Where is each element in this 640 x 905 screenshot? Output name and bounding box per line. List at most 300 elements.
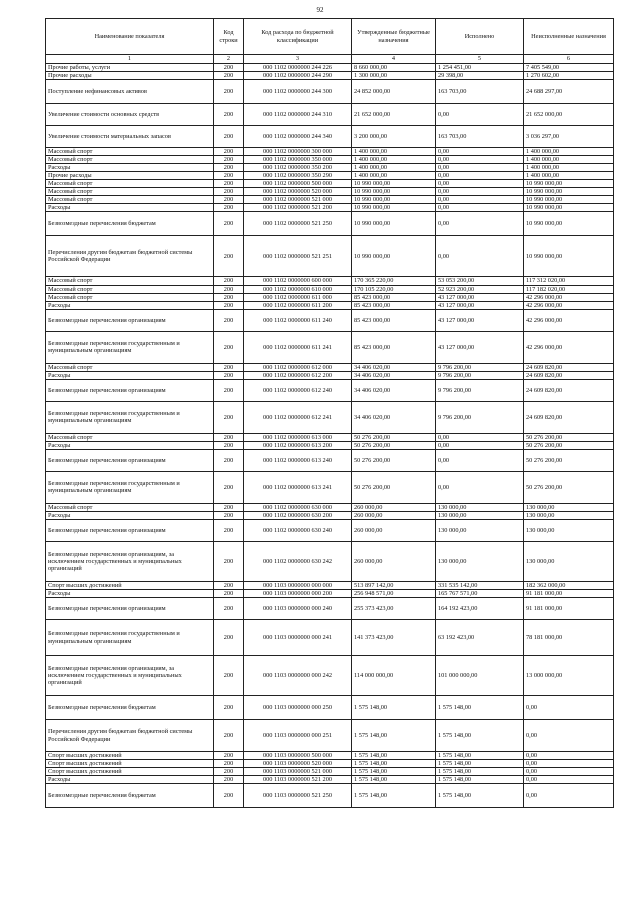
table-row: [46, 196, 614, 204]
row-approved: 170 105 220,00: [352, 285, 436, 293]
row-executed: 1 575 148,00: [436, 768, 524, 776]
row-executed: 0,00: [436, 204, 524, 212]
row-name: Массовый спорт: [46, 285, 214, 293]
row-approved: 50 276 200,00: [352, 449, 436, 471]
row-expense-code: 000 1102 0000000 613 240: [244, 449, 352, 471]
row-approved: 1 575 148,00: [352, 752, 436, 760]
row-executed: 101 000 000,00: [436, 656, 524, 696]
table-row: [46, 293, 614, 301]
row-expense-code: 000 1102 0000000 521 000: [244, 196, 352, 204]
row-line-code: 200: [214, 379, 244, 401]
header-remaining: Неисполненные назначения: [524, 19, 614, 55]
table-row: [46, 541, 614, 581]
table-row: [46, 581, 614, 589]
row-approved: 260 000,00: [352, 503, 436, 511]
row-remaining: 24 609 820,00: [524, 401, 614, 433]
row-executed: 0,00: [436, 188, 524, 196]
row-name: Увеличение стоимости основных средств: [46, 104, 214, 126]
row-remaining: 0,00: [524, 784, 614, 808]
row-remaining: 50 276 200,00: [524, 471, 614, 503]
row-expense-code: 000 1103 0000000 000 200: [244, 589, 352, 597]
row-name: Спорт высших достижений: [46, 768, 214, 776]
table-row: [46, 379, 614, 401]
row-approved: 50 276 200,00: [352, 471, 436, 503]
row-name: Перечисления другим бюджетам бюджетной системы Российской Федерации: [46, 236, 214, 277]
table-row: [46, 331, 614, 363]
row-remaining: 91 181 000,00: [524, 589, 614, 597]
column-number-row: [46, 55, 614, 64]
row-name: Расходы: [46, 776, 214, 784]
row-line-code: 200: [214, 156, 244, 164]
header-expense-code: Код расхода по бюджетной классификации: [244, 19, 352, 55]
row-executed: 0,00: [436, 180, 524, 188]
table-row: [46, 309, 614, 331]
row-line-code: 200: [214, 172, 244, 180]
row-expense-code: 000 1102 0000000 611 241: [244, 331, 352, 363]
row-name: Расходы: [46, 511, 214, 519]
header-approved: Утвержденные бюджетные назначения: [352, 19, 436, 55]
row-approved: 1 400 000,00: [352, 172, 436, 180]
row-name: Массовый спорт: [46, 293, 214, 301]
row-name: Безвозмездные перечисления организациям: [46, 598, 214, 620]
row-approved: 256 948 571,00: [352, 589, 436, 597]
row-name: Безвозмездные перечисления организациям: [46, 309, 214, 331]
table-row: [46, 104, 614, 126]
row-expense-code: 000 1102 0000000 630 200: [244, 511, 352, 519]
table-row: [46, 164, 614, 172]
row-approved: 1 400 000,00: [352, 148, 436, 156]
row-approved: 85 423 000,00: [352, 309, 436, 331]
row-line-code: 200: [214, 64, 244, 72]
row-name: Спорт высших достижений: [46, 760, 214, 768]
row-approved: 260 000,00: [352, 541, 436, 581]
row-name: Спорт высших достижений: [46, 752, 214, 760]
row-remaining: 91 181 000,00: [524, 598, 614, 620]
row-remaining: 10 990 000,00: [524, 196, 614, 204]
table-row: [46, 768, 614, 776]
row-executed: 0,00: [436, 433, 524, 441]
column-number: 5: [436, 55, 524, 64]
row-remaining: 10 990 000,00: [524, 236, 614, 277]
row-line-code: 200: [214, 72, 244, 80]
row-line-code: 200: [214, 212, 244, 236]
row-approved: 34 406 020,00: [352, 363, 436, 371]
row-name: Поступление нефинансовых активов: [46, 80, 214, 104]
row-approved: 1 400 000,00: [352, 164, 436, 172]
row-remaining: 13 000 000,00: [524, 656, 614, 696]
row-executed: 1 575 148,00: [436, 784, 524, 808]
row-remaining: 0,00: [524, 752, 614, 760]
row-name: Массовый спорт: [46, 156, 214, 164]
row-remaining: 24 609 820,00: [524, 363, 614, 371]
row-name: Прочие расходы: [46, 72, 214, 80]
row-name: Безвозмездные перечисления государственным и муниципальным организациям: [46, 331, 214, 363]
row-executed: 130 000,00: [436, 541, 524, 581]
row-executed: 130 000,00: [436, 503, 524, 511]
row-expense-code: 000 1103 0000000 520 000: [244, 760, 352, 768]
table-row: [46, 656, 614, 696]
row-expense-code: 000 1102 0000000 521 200: [244, 204, 352, 212]
row-expense-code: 000 1103 0000000 000 251: [244, 720, 352, 752]
table-row: [46, 776, 614, 784]
row-remaining: 42 296 000,00: [524, 331, 614, 363]
row-approved: 34 406 020,00: [352, 379, 436, 401]
row-expense-code: 000 1102 0000000 350 000: [244, 156, 352, 164]
row-line-code: 200: [214, 236, 244, 277]
table-row: [46, 503, 614, 511]
table-row: [46, 784, 614, 808]
row-line-code: 200: [214, 471, 244, 503]
row-executed: 0,00: [436, 148, 524, 156]
row-approved: 1 575 148,00: [352, 760, 436, 768]
row-approved: 1 575 148,00: [352, 720, 436, 752]
row-name: Массовый спорт: [46, 188, 214, 196]
row-name: Безвозмездные перечисления бюджетам: [46, 212, 214, 236]
row-name: Безвозмездные перечисления бюджетам: [46, 696, 214, 720]
row-remaining: 3 036 297,00: [524, 126, 614, 148]
row-name: Расходы: [46, 204, 214, 212]
row-executed: 0,00: [436, 172, 524, 180]
row-expense-code: 000 1102 0000000 613 200: [244, 441, 352, 449]
row-line-code: 200: [214, 126, 244, 148]
row-approved: 1 400 000,00: [352, 156, 436, 164]
row-line-code: 200: [214, 620, 244, 656]
row-expense-code: 000 1102 0000000 610 000: [244, 285, 352, 293]
header-line-code: Код строки: [214, 19, 244, 55]
row-remaining: 117 182 020,00: [524, 285, 614, 293]
row-executed: 0,00: [436, 449, 524, 471]
row-remaining: 130 000,00: [524, 511, 614, 519]
row-expense-code: 000 1102 0000000 521 251: [244, 236, 352, 277]
row-executed: 1 575 148,00: [436, 760, 524, 768]
row-remaining: 0,00: [524, 720, 614, 752]
row-executed: 1 575 148,00: [436, 752, 524, 760]
row-remaining: 78 181 000,00: [524, 620, 614, 656]
row-approved: 114 000 000,00: [352, 656, 436, 696]
row-remaining: 1 400 000,00: [524, 164, 614, 172]
row-remaining: 10 990 000,00: [524, 188, 614, 196]
row-name: Прочие работы, услуги: [46, 64, 214, 72]
table-row: [46, 471, 614, 503]
row-remaining: 1 270 602,00: [524, 72, 614, 80]
row-line-code: 200: [214, 784, 244, 808]
row-remaining: 7 405 549,00: [524, 64, 614, 72]
row-line-code: 200: [214, 589, 244, 597]
row-remaining: 24 609 820,00: [524, 379, 614, 401]
row-approved: 141 373 423,00: [352, 620, 436, 656]
row-expense-code: 000 1102 0000000 244 290: [244, 72, 352, 80]
table-row: [46, 363, 614, 371]
row-remaining: 24 688 297,00: [524, 80, 614, 104]
table-row: [46, 760, 614, 768]
table-row: [46, 371, 614, 379]
row-name: Безвозмездные перечисления организациям, за исключением государственных и муниципальных организаций: [46, 541, 214, 581]
row-approved: 85 423 000,00: [352, 301, 436, 309]
row-line-code: 200: [214, 441, 244, 449]
row-name: Расходы: [46, 301, 214, 309]
table-row: [46, 126, 614, 148]
row-executed: 9 796 200,00: [436, 371, 524, 379]
table-row: [46, 236, 614, 277]
row-executed: 0,00: [436, 471, 524, 503]
row-approved: 1 575 148,00: [352, 784, 436, 808]
row-name: Безвозмездные перечисления организациям, за исключением государственных и муниципальных организаций: [46, 656, 214, 696]
header-row: [46, 19, 614, 55]
row-executed: 29 398,00: [436, 72, 524, 80]
row-expense-code: 000 1102 0000000 613 000: [244, 433, 352, 441]
row-approved: 10 990 000,00: [352, 236, 436, 277]
row-remaining: 0,00: [524, 768, 614, 776]
row-executed: 1 254 451,00: [436, 64, 524, 72]
row-line-code: 200: [214, 768, 244, 776]
row-line-code: 200: [214, 656, 244, 696]
table-row: [46, 752, 614, 760]
row-approved: 8 660 000,00: [352, 64, 436, 72]
row-approved: 513 897 142,00: [352, 581, 436, 589]
row-line-code: 200: [214, 277, 244, 285]
row-expense-code: 000 1102 0000000 300 000: [244, 148, 352, 156]
row-expense-code: 000 1102 0000000 520 000: [244, 188, 352, 196]
row-remaining: 21 652 000,00: [524, 104, 614, 126]
row-name: Расходы: [46, 371, 214, 379]
table-row: [46, 180, 614, 188]
table-row: [46, 620, 614, 656]
table-row: [46, 720, 614, 752]
row-expense-code: 000 1103 0000000 000 250: [244, 696, 352, 720]
row-executed: 165 767 571,00: [436, 589, 524, 597]
row-executed: 43 127 000,00: [436, 309, 524, 331]
row-remaining: 10 990 000,00: [524, 212, 614, 236]
row-remaining: 50 276 200,00: [524, 433, 614, 441]
row-executed: 1 575 148,00: [436, 696, 524, 720]
row-approved: 1 575 148,00: [352, 768, 436, 776]
table-row: [46, 72, 614, 80]
row-line-code: 200: [214, 180, 244, 188]
row-expense-code: 000 1102 0000000 244 310: [244, 104, 352, 126]
row-approved: 50 276 200,00: [352, 441, 436, 449]
row-executed: 163 703,00: [436, 126, 524, 148]
row-name: Массовый спорт: [46, 148, 214, 156]
row-line-code: 200: [214, 363, 244, 371]
table-row: [46, 598, 614, 620]
row-expense-code: 000 1102 0000000 611 000: [244, 293, 352, 301]
row-line-code: 200: [214, 776, 244, 784]
row-line-code: 200: [214, 541, 244, 581]
row-expense-code: 000 1102 0000000 613 241: [244, 471, 352, 503]
table-row: [46, 449, 614, 471]
row-approved: 50 276 200,00: [352, 433, 436, 441]
row-executed: 331 535 142,00: [436, 581, 524, 589]
row-name: Массовый спорт: [46, 433, 214, 441]
header-indicator-name: Наименование показателя: [46, 19, 214, 55]
row-line-code: 200: [214, 511, 244, 519]
table-body: [46, 64, 614, 808]
row-expense-code: 000 1103 0000000 000 240: [244, 598, 352, 620]
table-row: [46, 696, 614, 720]
row-name: Массовый спорт: [46, 363, 214, 371]
table-row: [46, 148, 614, 156]
table-row: [46, 285, 614, 293]
row-remaining: 10 990 000,00: [524, 180, 614, 188]
row-approved: 3 200 000,00: [352, 126, 436, 148]
row-executed: 1 575 148,00: [436, 776, 524, 784]
table-row: [46, 277, 614, 285]
row-executed: 9 796 200,00: [436, 363, 524, 371]
row-name: Безвозмездные перечисления государственным и муниципальным организациям: [46, 401, 214, 433]
table-row: [46, 301, 614, 309]
row-approved: 21 652 000,00: [352, 104, 436, 126]
row-executed: 43 127 000,00: [436, 301, 524, 309]
table-row: [46, 156, 614, 164]
row-expense-code: 000 1102 0000000 612 240: [244, 379, 352, 401]
page-number: 92: [316, 6, 324, 14]
row-remaining: 0,00: [524, 776, 614, 784]
row-line-code: 200: [214, 331, 244, 363]
row-line-code: 200: [214, 433, 244, 441]
row-remaining: 1 400 000,00: [524, 148, 614, 156]
row-remaining: 117 312 020,00: [524, 277, 614, 285]
row-name: Спорт высших достижений: [46, 581, 214, 589]
row-approved: 170 365 220,00: [352, 277, 436, 285]
row-approved: 24 852 000,00: [352, 80, 436, 104]
row-executed: 43 127 000,00: [436, 331, 524, 363]
row-expense-code: 000 1102 0000000 630 242: [244, 541, 352, 581]
row-executed: 0,00: [436, 196, 524, 204]
row-line-code: 200: [214, 196, 244, 204]
row-line-code: 200: [214, 309, 244, 331]
column-number: 3: [244, 55, 352, 64]
row-executed: 1 575 148,00: [436, 720, 524, 752]
column-number: 1: [46, 55, 214, 64]
row-name: Увеличение стоимости материальных запасов: [46, 126, 214, 148]
row-approved: 10 990 000,00: [352, 212, 436, 236]
row-name: Массовый спорт: [46, 180, 214, 188]
row-expense-code: 000 1103 0000000 521 200: [244, 776, 352, 784]
row-executed: 63 192 423,00: [436, 620, 524, 656]
column-number: 4: [352, 55, 436, 64]
row-remaining: 0,00: [524, 760, 614, 768]
row-executed: 0,00: [436, 104, 524, 126]
row-name: Расходы: [46, 164, 214, 172]
row-line-code: 200: [214, 148, 244, 156]
row-remaining: 0,00: [524, 696, 614, 720]
table-row: [46, 519, 614, 541]
row-expense-code: 000 1102 0000000 630 000: [244, 503, 352, 511]
row-line-code: 200: [214, 285, 244, 293]
header-executed: Исполнено: [436, 19, 524, 55]
row-approved: 10 990 000,00: [352, 188, 436, 196]
row-name: Безвозмездные перечисления государственным и муниципальным организациям: [46, 471, 214, 503]
row-approved: 10 990 000,00: [352, 204, 436, 212]
row-remaining: 42 296 000,00: [524, 293, 614, 301]
row-executed: 9 796 200,00: [436, 401, 524, 433]
column-number: 6: [524, 55, 614, 64]
row-expense-code: 000 1102 0000000 500 000: [244, 180, 352, 188]
row-expense-code: 000 1102 0000000 611 200: [244, 301, 352, 309]
row-line-code: 200: [214, 80, 244, 104]
row-expense-code: 000 1102 0000000 630 240: [244, 519, 352, 541]
row-approved: 260 000,00: [352, 519, 436, 541]
row-line-code: 200: [214, 301, 244, 309]
row-expense-code: 000 1103 0000000 521 250: [244, 784, 352, 808]
row-approved: 34 406 020,00: [352, 401, 436, 433]
row-approved: 10 990 000,00: [352, 180, 436, 188]
row-expense-code: 000 1103 0000000 000 241: [244, 620, 352, 656]
row-executed: 9 796 200,00: [436, 379, 524, 401]
row-line-code: 200: [214, 371, 244, 379]
row-approved: 85 423 000,00: [352, 331, 436, 363]
row-remaining: 50 276 200,00: [524, 441, 614, 449]
row-expense-code: 000 1103 0000000 500 000: [244, 752, 352, 760]
row-line-code: 200: [214, 752, 244, 760]
row-remaining: 1 400 000,00: [524, 172, 614, 180]
row-line-code: 200: [214, 598, 244, 620]
row-line-code: 200: [214, 519, 244, 541]
row-name: Расходы: [46, 589, 214, 597]
row-name: Безвозмездные перечисления организациям: [46, 379, 214, 401]
row-executed: 0,00: [436, 164, 524, 172]
row-executed: 0,00: [436, 441, 524, 449]
row-approved: 85 423 000,00: [352, 293, 436, 301]
row-expense-code: 000 1103 0000000 000 242: [244, 656, 352, 696]
row-executed: 0,00: [436, 236, 524, 277]
table-row: [46, 511, 614, 519]
row-name: Массовый спорт: [46, 503, 214, 511]
row-expense-code: 000 1102 0000000 350 200: [244, 164, 352, 172]
row-name: Безвозмездные перечисления организациям: [46, 519, 214, 541]
table-row: [46, 441, 614, 449]
row-executed: 164 192 423,00: [436, 598, 524, 620]
row-remaining: 42 296 000,00: [524, 301, 614, 309]
row-name: Массовый спорт: [46, 196, 214, 204]
row-executed: 43 127 000,00: [436, 293, 524, 301]
row-approved: 34 406 020,00: [352, 371, 436, 379]
row-expense-code: 000 1102 0000000 600 000: [244, 277, 352, 285]
row-approved: 10 990 000,00: [352, 196, 436, 204]
column-number: 2: [214, 55, 244, 64]
row-remaining: 1 400 000,00: [524, 156, 614, 164]
row-remaining: 50 276 200,00: [524, 449, 614, 471]
row-line-code: 200: [214, 449, 244, 471]
row-line-code: 200: [214, 581, 244, 589]
row-remaining: 130 000,00: [524, 503, 614, 511]
table-row: [46, 188, 614, 196]
row-line-code: 200: [214, 720, 244, 752]
row-expense-code: 000 1103 0000000 000 000: [244, 581, 352, 589]
row-name: Прочие расходы: [46, 172, 214, 180]
row-remaining: 130 000,00: [524, 541, 614, 581]
row-name: Перечисления другим бюджетам бюджетной системы Российской Федерации: [46, 720, 214, 752]
row-remaining: 24 609 820,00: [524, 371, 614, 379]
row-name: Безвозмездные перечисления государственным и муниципальным организациям: [46, 620, 214, 656]
row-remaining: 42 296 000,00: [524, 309, 614, 331]
budget-execution-table: [45, 18, 614, 808]
row-name: Массовый спорт: [46, 277, 214, 285]
row-line-code: 200: [214, 164, 244, 172]
row-expense-code: 000 1102 0000000 244 340: [244, 126, 352, 148]
row-name: Расходы: [46, 441, 214, 449]
row-executed: 130 000,00: [436, 519, 524, 541]
row-expense-code: 000 1103 0000000 521 000: [244, 768, 352, 776]
row-executed: 52 923 200,00: [436, 285, 524, 293]
row-line-code: 200: [214, 293, 244, 301]
row-expense-code: 000 1102 0000000 244 226: [244, 64, 352, 72]
row-remaining: 10 990 000,00: [524, 204, 614, 212]
row-expense-code: 000 1102 0000000 521 250: [244, 212, 352, 236]
row-executed: 0,00: [436, 156, 524, 164]
table-row: [46, 401, 614, 433]
row-approved: 1 575 148,00: [352, 776, 436, 784]
